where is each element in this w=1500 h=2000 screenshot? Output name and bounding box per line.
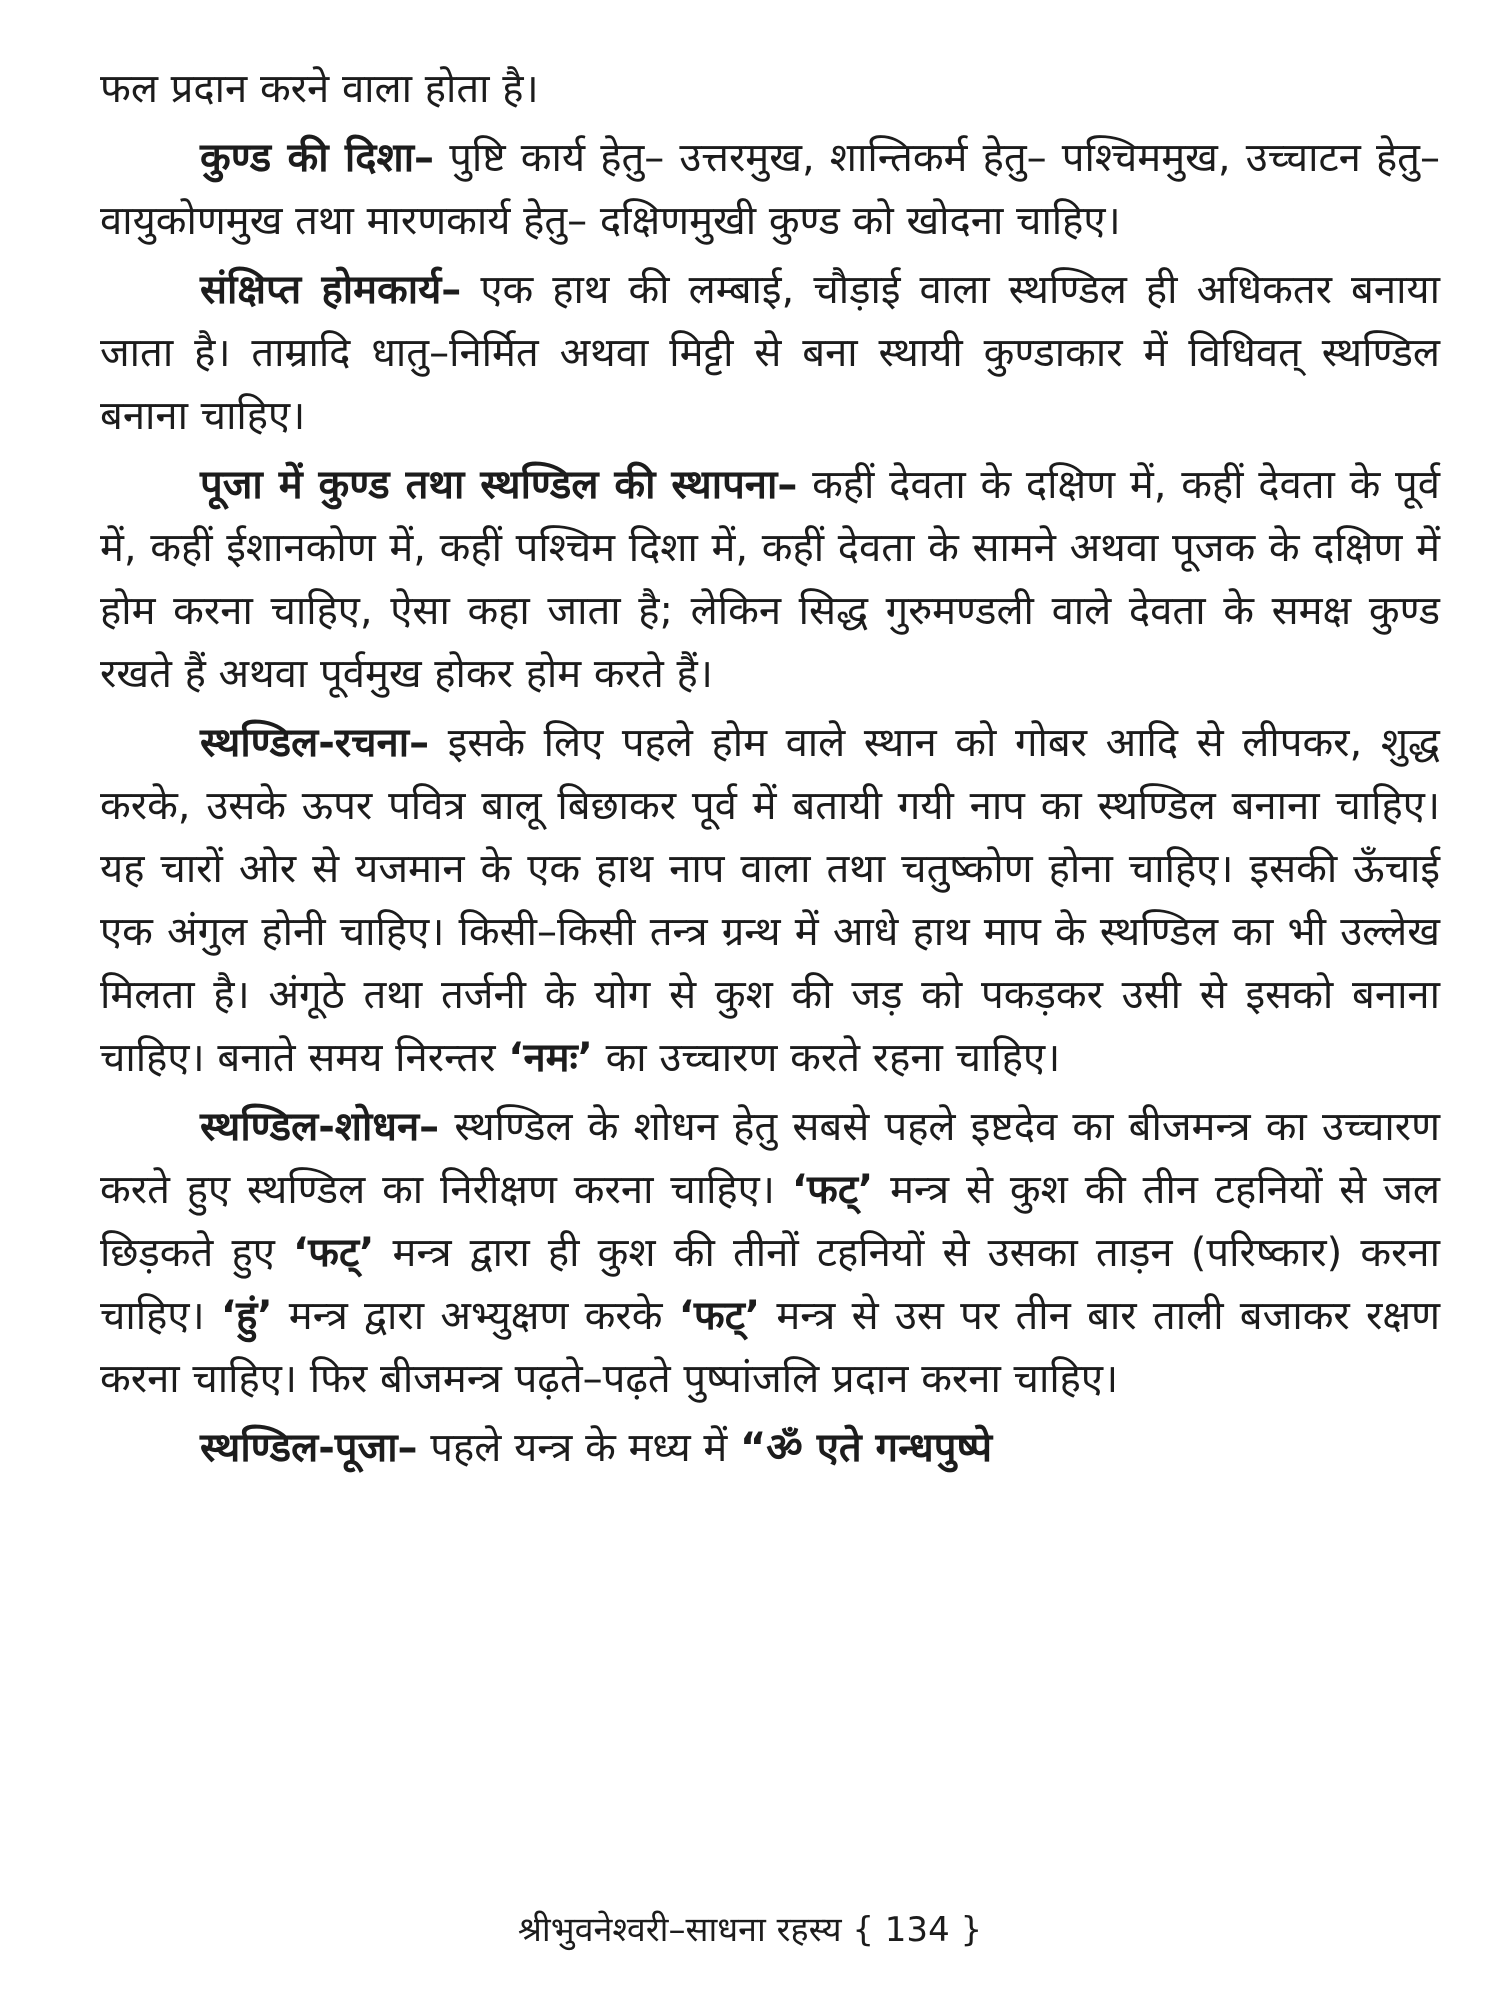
paragraph-text: पहले यन्त्र के मध्य में [417, 1425, 741, 1471]
paragraph-kund-placement [100, 454, 1440, 706]
mantra-text: ‘हुं’ [220, 1293, 273, 1339]
section-heading: स्थण्डिल-पूजा– [200, 1425, 418, 1471]
footer-text: श्रीभुवनेश्वरी–साधना रहस्य { 134 } [517, 1910, 983, 1950]
mantra-text: “ॐ एते गन्धपुष्पे [740, 1425, 993, 1471]
section-heading: स्थण्डिल-रचना– [200, 720, 430, 766]
mantra-text: ‘फट्’ [791, 1167, 874, 1213]
paragraph-sthandil-construction [100, 712, 1440, 1090]
section-heading: संक्षिप्त होमकार्य– [200, 267, 462, 313]
paragraph-brief-homa [100, 259, 1440, 448]
paragraph-text: मन्त्र द्वारा अभ्युक्षण करके [272, 1293, 679, 1339]
paragraph-text: का उच्चारण करते रहना चाहिए। [592, 1035, 1061, 1081]
paragraph-text: स्थण्डिल के शोधन हेतु सबसे पहले इष्टदेव का बीजमन्त्र का उच्चारण करते हुए स्थण्डिल का निरीक्षण करना चाहिए। [100, 1104, 1440, 1213]
mantra-text: ‘फट्’ [678, 1293, 761, 1339]
mantra-text: ‘नमः’ [508, 1035, 593, 1081]
paragraph-sthandil-worship [100, 1417, 1440, 1480]
paragraph-kund-direction [100, 127, 1440, 253]
paragraph-continuation [100, 58, 1440, 121]
mantra-text: ‘फट्’ [292, 1230, 375, 1276]
paragraph-text: फल प्रदान करने वाला होता है। [100, 66, 539, 112]
paragraph-text: कहीं देवता के दक्षिण में, कहीं देवता के पूर्व में, कहीं ईशानकोण में, कहीं पश्चिम दिशा में, कहीं देवता के सामने अथवा पूजक के दक्षिण में होम करना चाहिए, ऐसा कहा जाता है; लेकिन सिद्ध गुरुमण्डली वाले देवता के समक्ष कुण्ड रखते हैं अथवा पूर्वमुख होकर होम करते हैं। [100, 462, 1440, 697]
page-content [100, 58, 1440, 1486]
section-heading: कुण्ड की दिशा– [200, 135, 435, 181]
section-heading: स्थण्डिल-शोधन– [200, 1104, 440, 1150]
paragraph-text: पुष्टि कार्य हेतु– उत्तरमुख, शान्तिकर्म हेतु– पश्चिममुख, उच्चाटन हेतु– वायुकोणमुख तथा मारणकार्य हेतु– दक्षिणमुखी कुण्ड को खोदना चाहिए। [100, 135, 1440, 244]
paragraph-text: मन्त्र से उस पर तीन बार ताली बजाकर रक्षण करना चाहिए। फिर बीजमन्त्र पढ़ते–पढ़ते पुष्पांजलि प्रदान करना चाहिए। [100, 1293, 1440, 1402]
paragraph-text: इसके लिए पहले होम वाले स्थान को गोबर आदि से लीपकर, शुद्ध करके, उसके ऊपर पवित्र बालू बिछाकर पूर्व में बतायी गयी नाप का स्थण्डिल बनाना चाहिए। यह चारों ओर से यजमान के एक हाथ नाप वाला तथा चतुष्कोण होना चाहिए। इसकी ऊँचाई एक अंगुल होनी चाहिए। किसी–किसी तन्त्र ग्रन्थ में आधे हाथ माप के स्थण्डिल का भी उल्लेख मिलता है। अंगूठे तथा तर्जनी के योग से कुश की जड़ को पकड़कर उसी से इसको बनाना चाहिए। बनाते समय निरन्तर [100, 720, 1440, 1081]
paragraph-text: मन्त्र से कुश की तीन टहनियों से जल छिड़कते हुए [100, 1167, 1440, 1276]
section-heading: पूजा में कुण्ड तथा स्थण्डिल की स्थापना– [200, 462, 798, 508]
paragraph-text: मन्त्र द्वारा ही कुश की तीनों टहनियों से उसका ताड़न (परिष्कार) करना चाहिए। [100, 1230, 1440, 1339]
paragraph-sthandil-purification [100, 1096, 1440, 1411]
page-footer [0, 1910, 1500, 1950]
paragraph-text: एक हाथ की लम्बाई, चौड़ाई वाला स्थण्डिल ही अधिकतर बनाया जाता है। ताम्रादि धातु–निर्मित अथवा मिट्टी से बना स्थायी कुण्डाकार में विधिवत् स्थण्डिल बनाना चाहिए। [100, 267, 1440, 439]
